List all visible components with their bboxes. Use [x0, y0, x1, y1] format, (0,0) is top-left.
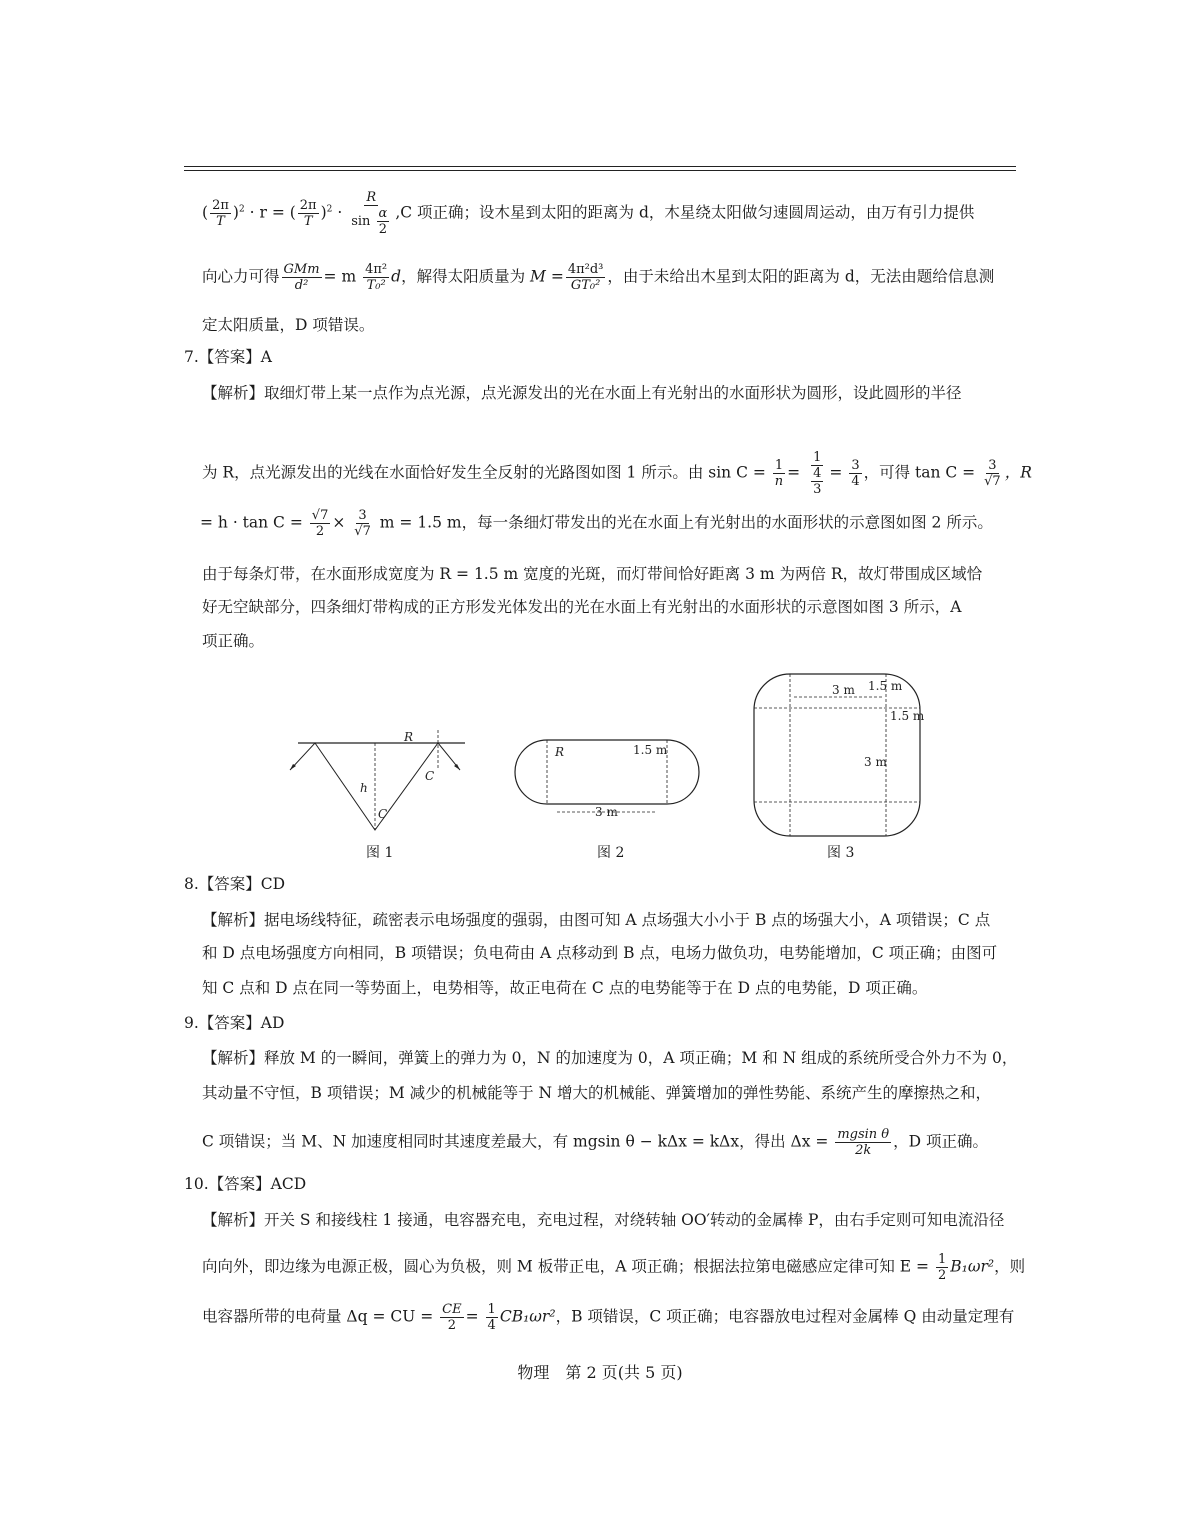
q7-para-4: 由于每条灯带，在水面形成宽度为 R = 1.5 m 宽度的光斑，而灯带间恰好距离 3 m 为两倍 R，故灯带围成区域恰: [202, 565, 983, 583]
formula-line-2: 向心力可得 $\frac{\text{GMm}}{\text{d²}}$ = m $\frac{\text{4π²}}{\text{T₀²}}$ d，解得太阳质量为 M = $\frac{\text{4π²d³}}{\text{GT₀²}}$ ，由于未给出木星到太阳的距离为 d，无法由题给信息测: [202, 262, 995, 293]
fig1-caption: 图 1: [366, 845, 394, 861]
q9-answer: 9.【答案】AD: [184, 1014, 285, 1032]
figure-2: [515, 738, 705, 838]
q8-para-3: 知 C 点和 D 点在同一等势面上，电势相等，故正电荷在 C 点的电势能等于在 D 点的电势能，D 项正确。: [202, 979, 928, 997]
q9-para-2: 其动量不守恒，B 项错误；M 减少的机械能等于 N 增大的机械能、弹簧增加的弹性势能、系统产生的摩擦热之和，: [202, 1084, 992, 1102]
fig2-label-R: R: [555, 745, 565, 759]
q8-answer: 8.【答案】CD: [184, 875, 286, 893]
q10-para-1: 【解析】开关 S 和接线柱 1 接通，电容器充电，充电过程，对绕转轴 OO′转动的金属棒 P，由右手定则可知电流沿径: [202, 1211, 1005, 1229]
q9-para-1: 【解析】释放 M 的一瞬间，弹簧上的弹力为 0，N 的加速度为 0，A 项正确；M 和 N 组成的系统所受合外力不为 0，: [202, 1049, 1018, 1067]
fig2-label-len: 3 m: [595, 805, 618, 819]
figure-1: [280, 730, 470, 840]
page-footer: 物理 第 2 页(共 5 页): [517, 1363, 683, 1382]
fig3-label-top3: 3 m: [832, 683, 855, 697]
q10-answer: 10.【答案】ACD: [184, 1175, 307, 1193]
q10-para-2: 向向外，即边缘为电源正极，圆心为负极，则 M 板带正电，A 项正确；根据法拉第电磁感应定律可知 E = $\frac{1}{2}$ B₁ωr²，则: [202, 1252, 1026, 1283]
header-rule-thin: [184, 170, 1016, 171]
fig3-label-side15: 1.5 m: [890, 709, 925, 723]
q7-para-2: 为 R，点光源发出的光线在水面恰好发生全反射的光路图如图 1 所示。由 sin C = $\frac{1}{n}$ = $\frac{1}{\frac{4}{3}}$ = $\frac{3}{4}$ ，可得 tan C = $\frac{3}{√7}$ ，R: [202, 450, 1032, 497]
q8-para-2: 和 D 点电场强度方向相同，B 项错误；负电荷由 A 点移动到 B 点，电场力做负功，电势能增加，C 项正确；由图可: [202, 944, 998, 962]
q7-para-1: 【解析】取细灯带上某一点作为点光源，点光源发出的光在水面上有光射出的水面形状为圆形，设此圆形的半径: [202, 384, 962, 402]
fig3-label-top15: 1.5 m: [868, 679, 903, 693]
header-rule: [184, 166, 1016, 167]
fig2-caption: 图 2: [597, 845, 625, 861]
text-line-3: 定太阳质量，D 项错误。: [202, 316, 375, 334]
fig3-caption: 图 3: [827, 845, 855, 861]
fig3-label-mid3: 3 m: [864, 755, 887, 769]
fig2-label-width: 1.5 m: [633, 743, 668, 757]
fig1-label-R: R: [404, 730, 414, 744]
fig1-label-C1: C: [378, 807, 388, 821]
q10-para-3: 电容器所带的电荷量 Δq = CU = $\frac{CE}{2}$ = $\frac{1}{4}$ CB₁ωr²，B 项错误，C 项正确；电容器放电过程对金属棒 Q 由动量定理有: [202, 1302, 1015, 1333]
q9-para-3: C 项错误；当 M、N 加速度相同时其速度差最大，有 mgsin θ − kΔx = kΔx，得出 Δx = $\frac{\text{mgsin θ}}{2k}$ ，D 项正确。: [202, 1127, 988, 1158]
q8-para-1: 【解析】据电场线特征，疏密表示电场强度的强弱，由图可知 A 点场强大小小于 B 点的场强大小，A 项错误；C 点: [202, 911, 991, 929]
q7-para-3: = h · tan C = $\frac{√7}{2}$ × $\frac{3}{√7}$ m = 1.5 m，每一条细灯带发出的光在水面上有光射出的水面形状的示意图如图 2 所示。: [200, 508, 993, 539]
fig1-label-C2: C: [425, 769, 435, 783]
formula-line-1: ( $\frac{2\pi}{T}$ )$^2$ · r = ( $\frac{2\pi}{T}$ )$^2$ · R sin $\frac{\alpha}{2}$ ,C 项正确；设木星到太阳的距离为 d，木星绕太阳做匀速圆周运动，由万有引力提供: [202, 190, 975, 237]
fig1-label-h: h: [360, 781, 368, 795]
q7-para-6: 项正确。: [202, 632, 265, 650]
figure-3: [752, 672, 925, 838]
q7-answer: 7.【答案】A: [184, 348, 272, 366]
q7-para-5: 好无空缺部分，四条细灯带构成的正方形发光体发出的光在水面上有光射出的水面形状的示意图如图 3 所示，A: [202, 598, 962, 616]
